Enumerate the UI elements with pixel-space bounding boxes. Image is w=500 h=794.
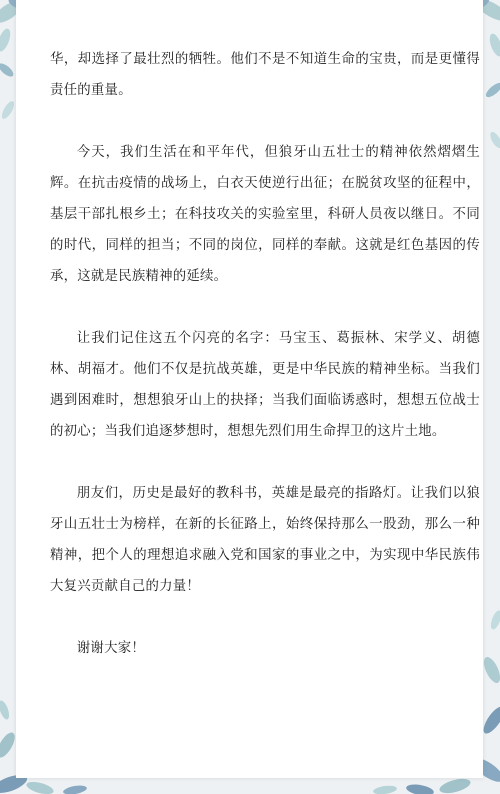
speech-body [50, 44, 480, 664]
paragraph-4: 朋友们，历史是最好的教科书，英雄是最亮的指路灯。让我们以狼牙山五壮士为榜样，在新的长征路上，始终保持那么一股劲，那么一种精神，把个人的理想追求融入党和国家的事业之中，为实现中华民族伟大复兴贡献自己的力量！ [50, 486, 480, 594]
paragraph-2: 今天，我们生活在和平年代，但狼牙山五壮士的精神依然熠熠生辉。在抗击疫情的战场上，白衣天使逆行出征；在脱贫攻坚的征程中，基层干部扎根乡土；在科技攻关的实验室里，科研人员夜以继日。不同的时代，同样的担当；不同的岗位，同样的奉献。这就是红色基因的传承，这就是民族精神的延续。 [50, 145, 480, 284]
document-page [16, 0, 483, 778]
paragraph-1: 华，却选择了最壮烈的牺牲。他们不是不知道生命的宝贵，而是更懂得责任的重量。 [50, 52, 480, 98]
closing-thanks: 谢谢大家！ [76, 641, 145, 656]
paragraph-3: 让我们记住这五个闪亮的名字：马宝玉、葛振林、宋学义、胡德林、胡福才。他们不仅是抗战英雄，更是中华民族的精神坐标。当我们遇到困难时，想想狼牙山上的抉择；当我们面临诱惑时，想想五位战士的初心；当我们追逐梦想时，想想先烈们用生命捍卫的这片土地。 [50, 331, 480, 439]
